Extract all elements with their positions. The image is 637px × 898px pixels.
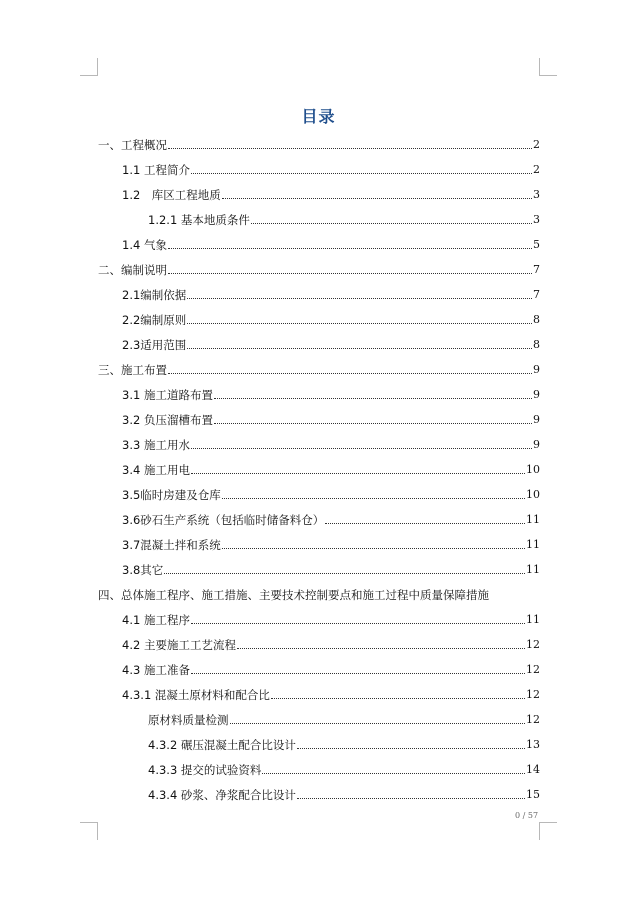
toc-dot-leader <box>222 198 532 199</box>
toc-dot-leader <box>191 623 525 624</box>
toc-entry-page: 3 <box>533 188 540 201</box>
toc-entry[interactable] <box>122 484 540 502</box>
toc-entry-text: 2.2编制原则 <box>122 313 187 327</box>
toc-entry-text: 3.2 负压溜槽布置 <box>122 413 213 427</box>
toc-entry-text: 4.3.1 混凝土原材料和配合比 <box>122 688 270 702</box>
toc-entry[interactable] <box>122 434 540 452</box>
toc-entry[interactable] <box>122 659 540 677</box>
crop-mark-bottom-left <box>80 822 98 840</box>
toc-entry[interactable] <box>148 709 540 727</box>
toc-entry-text: 1.2.1 基本地质条件 <box>148 213 250 227</box>
toc-entry-page: 5 <box>533 238 540 251</box>
toc-dot-leader <box>271 698 525 699</box>
toc-entry-text: 3.6砂石生产系统（包括临时储备料仓） <box>122 513 325 527</box>
toc-dot-leader <box>214 398 532 399</box>
toc-entry-page: 11 <box>526 513 540 526</box>
toc-entry[interactable] <box>98 359 540 377</box>
toc-dot-leader <box>168 373 532 374</box>
toc-entry-text: 2.3适用范围 <box>122 338 187 352</box>
toc-entry[interactable] <box>122 234 540 252</box>
toc-entry-text: 四、总体施工程序、施工措施、主要技术控制要点和施工过程中质量保障措施 <box>98 588 489 602</box>
toc-entry-text: 3.5临时房建及仓库 <box>122 488 221 502</box>
toc-entry-text: 2.1编制依据 <box>122 288 187 302</box>
toc-dot-leader <box>297 748 525 749</box>
toc-dot-leader <box>222 548 525 549</box>
toc-dot-leader <box>187 298 532 299</box>
toc-entry-page: 9 <box>533 413 540 426</box>
toc-entry-text: 二、编制说明 <box>98 263 167 277</box>
toc-entry-text: 4.1 施工程序 <box>122 613 190 627</box>
toc-entry[interactable] <box>122 184 540 202</box>
toc-entry-text: 1.1 工程简介 <box>122 163 190 177</box>
toc-entry-text: 1.4 气象 <box>122 238 167 252</box>
page-number: 0 / 57 <box>515 811 539 820</box>
toc-entry[interactable] <box>122 609 540 627</box>
toc-entry[interactable] <box>122 459 540 477</box>
toc-dot-leader <box>191 473 525 474</box>
toc-entry-page: 12 <box>526 713 540 726</box>
toc-entry[interactable] <box>148 734 540 752</box>
toc-entry-page: 13 <box>526 738 540 751</box>
toc-entry[interactable] <box>122 684 540 702</box>
toc-dot-leader <box>191 673 525 674</box>
toc-dot-leader <box>164 573 525 574</box>
toc-entry[interactable] <box>148 784 540 802</box>
toc-entry-page: 8 <box>533 338 540 351</box>
toc-entry[interactable] <box>122 409 540 427</box>
toc-entry[interactable] <box>122 334 540 352</box>
toc-entry-text: 4.3.2 碾压混凝土配合比设计 <box>148 738 296 752</box>
toc-dot-leader <box>214 423 532 424</box>
toc-entry[interactable] <box>98 584 540 602</box>
toc-entry-text: 3.1 施工道路布置 <box>122 388 213 402</box>
toc-entry-text: 1.2 库区工程地质 <box>122 188 221 202</box>
toc-entry-page: 7 <box>533 288 540 301</box>
toc-entry-page: 12 <box>526 638 540 651</box>
toc-entry-text: 4.2 主要施工工艺流程 <box>122 638 236 652</box>
toc-entry-page: 7 <box>533 263 540 276</box>
toc-entry[interactable] <box>122 559 540 577</box>
toc-entry-text: 原材料质量检测 <box>148 713 229 727</box>
toc-entry-page: 11 <box>526 613 540 626</box>
toc-dot-leader <box>187 323 532 324</box>
toc-dot-leader <box>297 798 525 799</box>
toc-entry-text: 3.3 施工用水 <box>122 438 190 452</box>
toc-entry[interactable] <box>122 284 540 302</box>
toc-entry-page: 2 <box>533 138 540 151</box>
toc-entry-text: 三、施工布置 <box>98 363 167 377</box>
toc-dot-leader <box>222 498 525 499</box>
toc-entry-page: 9 <box>533 363 540 376</box>
toc-entry-text: 3.4 施工用电 <box>122 463 190 477</box>
toc-dot-leader <box>262 773 525 774</box>
toc-entry[interactable] <box>122 309 540 327</box>
toc-entry-text: 4.3 施工准备 <box>122 663 190 677</box>
crop-mark-bottom-right <box>539 822 557 840</box>
toc-entry-page: 15 <box>526 788 540 801</box>
toc-dot-leader <box>230 723 526 724</box>
toc-title: 目录 <box>301 107 336 126</box>
toc-entry-text: 4.3.3 提交的试验资料 <box>148 763 262 777</box>
toc-entry-page: 10 <box>526 488 540 501</box>
toc-entry-page: 3 <box>533 213 540 226</box>
toc-dot-leader <box>168 148 532 149</box>
toc-entry-text: 4.3.4 砂浆、净浆配合比设计 <box>148 788 296 802</box>
toc-entry-page: 12 <box>526 688 540 701</box>
toc-entry-page: 9 <box>533 388 540 401</box>
toc-entry-text: 3.7混凝土拌和系统 <box>122 538 221 552</box>
toc-dot-leader <box>168 273 532 274</box>
toc-entry[interactable] <box>98 134 540 152</box>
toc-entry-page: 11 <box>526 538 540 551</box>
toc-entry[interactable] <box>148 759 540 777</box>
crop-mark-top-right <box>539 58 557 76</box>
toc-dot-leader <box>191 448 532 449</box>
toc-dot-leader <box>325 523 525 524</box>
toc-entry[interactable] <box>122 534 540 552</box>
crop-mark-top-left <box>80 58 98 76</box>
toc-entry-page: 8 <box>533 313 540 326</box>
toc-dot-leader <box>251 223 532 224</box>
toc-entry-text: 一、工程概况 <box>98 138 167 152</box>
toc-entry[interactable] <box>148 209 540 227</box>
toc-entry[interactable] <box>122 159 540 177</box>
toc-entry-text: 3.8其它 <box>122 563 164 577</box>
toc-entry-page: 2 <box>533 163 540 176</box>
toc-entry-page: 9 <box>533 438 540 451</box>
toc-entry[interactable] <box>98 259 540 277</box>
toc-dot-leader <box>191 173 532 174</box>
toc-entry-page: 10 <box>526 463 540 476</box>
toc-entry-page: 14 <box>526 763 540 776</box>
toc-dot-leader <box>187 348 532 349</box>
toc-entry[interactable] <box>122 509 540 527</box>
toc-entry-page: 12 <box>526 663 540 676</box>
toc-dot-leader <box>237 648 525 649</box>
toc-entry[interactable] <box>122 634 540 652</box>
toc-dot-leader <box>168 248 532 249</box>
toc-entry-page: 11 <box>526 563 540 576</box>
toc-entry[interactable] <box>122 384 540 402</box>
